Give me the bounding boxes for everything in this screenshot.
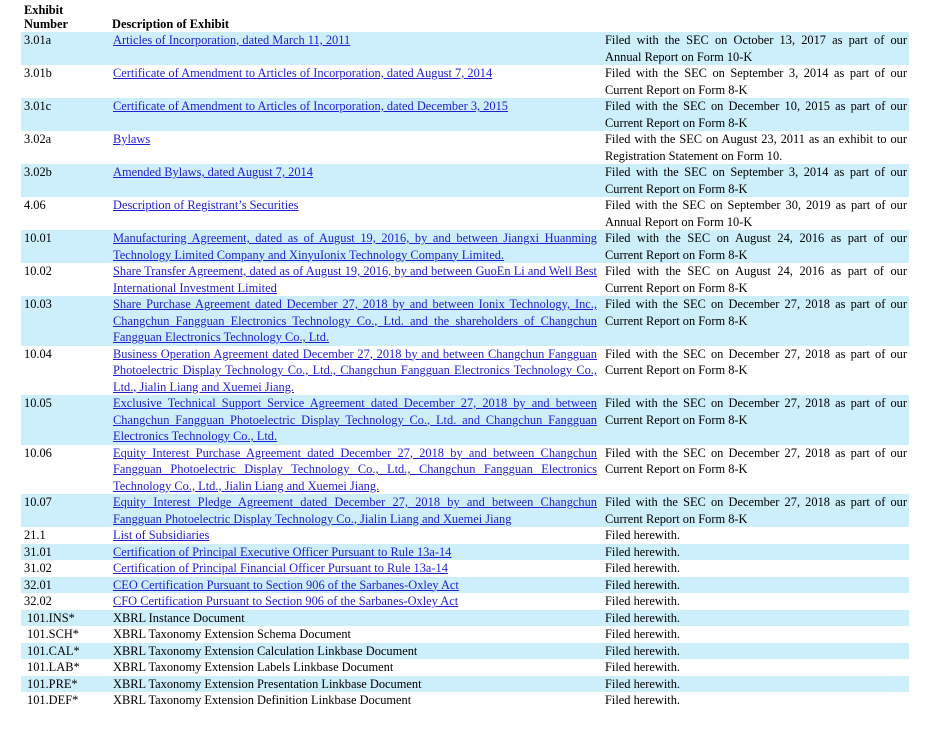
exhibit-description-link[interactable]: Business Operation Agreement dated December 27, 2018 by and between Changchun Fangguan Photoelectric Display Technology Co., Ltd., Changchun Fangguan Electronics Technology Co., Ltd., Jialin Liang and Xuemei Jiang.: [113, 346, 597, 394]
exhibit-description-text: XBRL Taxonomy Extension Presentation Linkbase Document: [113, 676, 422, 691]
header-exhibit-number-line1: Exhibit: [24, 3, 64, 17]
table-row: [21, 346, 909, 396]
exhibit-description-cell: [109, 65, 601, 98]
exhibit-description-link[interactable]: Bylaws: [113, 132, 151, 146]
exhibit-description-text: XBRL Taxonomy Extension Calculation Linkbase Document: [113, 643, 418, 658]
exhibit-description-link[interactable]: Certification of Principal Financial Officer Pursuant to Rule 13a-14: [113, 561, 448, 575]
exhibit-description-link[interactable]: CEO Certification Pursuant to Section 906 of the Sarbanes-Oxley Act: [113, 577, 459, 592]
exhibit-description-cell: [109, 692, 601, 709]
exhibit-description-link[interactable]: Certificate of Amendment to Articles of Incorporation, dated August 7, 2014: [113, 66, 493, 80]
exhibit-filing-info: Filed with the SEC on August 24, 2016 as part of our Current Report on Form 8-K: [601, 230, 909, 263]
exhibit-filing-info: Filed herewith.: [601, 676, 909, 693]
table-row: [21, 197, 909, 230]
exhibit-filing-info: Filed with the SEC on December 27, 2018 as part of our Current Report on Form 8-K: [605, 346, 907, 377]
exhibit-filing-info: Filed with the SEC on December 27, 2018 as part of our Current Report on Form 8-K: [601, 494, 909, 527]
exhibit-number: 101.CAL*: [21, 643, 109, 660]
exhibit-number: 3.02b: [21, 164, 109, 197]
exhibit-description-cell: [109, 131, 601, 164]
exhibit-description-cell: [109, 98, 601, 131]
exhibit-description-cell: [109, 676, 601, 693]
exhibit-filing-info: Filed with the SEC on September 3, 2014 as part of our Current Report on Form 8-K: [605, 66, 907, 97]
exhibit-filing-info: Filed herewith.: [605, 660, 681, 674]
table-row: [21, 560, 909, 577]
exhibit-number: 31.02: [24, 561, 52, 575]
exhibit-filing-info: Filed with the SEC on October 13, 2017 as part of our Annual Report on Form 10-K: [601, 32, 909, 65]
exhibit-number: 10.02: [24, 264, 52, 278]
exhibit-description-link[interactable]: CFO Certification Pursuant to Section 906 of the Sarbanes-Oxley Act: [113, 594, 459, 608]
table-row: [21, 445, 909, 495]
exhibit-description-cell: [109, 610, 601, 627]
table-row: [21, 610, 909, 627]
exhibit-number: 10.06: [24, 445, 52, 460]
exhibit-description-text: XBRL Taxonomy Extension Schema Document: [113, 627, 351, 641]
exhibit-number: 4.06: [24, 198, 46, 212]
exhibit-description-cell: [109, 263, 601, 296]
exhibit-filing-info: Filed herewith.: [605, 594, 681, 608]
exhibit-number: 32.01: [21, 577, 109, 594]
exhibit-number: 101.SCH*: [27, 627, 79, 641]
exhibit-filing-info: Filed with the SEC on December 27, 2018 as part of our Current Report on Form 8-K: [601, 395, 909, 445]
exhibit-filing-info: Filed herewith.: [601, 577, 909, 594]
exhibit-description-cell: [109, 560, 601, 577]
exhibit-description-cell: [109, 32, 601, 65]
exhibit-filing-info: Filed herewith.: [601, 643, 909, 660]
header-exhibit-number: [21, 3, 109, 32]
table-row: [21, 643, 909, 660]
exhibit-number: 10.01: [21, 230, 109, 263]
exhibit-description-link[interactable]: Equity Interest Pledge Agreement dated December 27, 2018 by and between Changchun Fangguan Photoelectric Display Technology Co., Jialin Liang and Xuemei Jiang: [113, 495, 597, 526]
table-row: [21, 395, 909, 445]
exhibit-number: 3.01c: [21, 98, 109, 131]
exhibit-number: 10.03: [21, 296, 109, 346]
exhibit-number: 21.1: [24, 528, 46, 542]
exhibit-number: 10.07: [21, 494, 109, 527]
exhibit-description-link[interactable]: Articles of Incorporation, dated March 11, 2011: [113, 33, 351, 47]
exhibit-filing-info: Filed with the SEC on September 3, 2014 as part of our Current Report on Form 8-K: [601, 164, 909, 197]
exhibit-description-cell: [109, 296, 601, 346]
exhibit-number: 101.DEF*: [27, 693, 79, 707]
table-row: [21, 230, 909, 263]
exhibit-description-cell: [109, 230, 601, 263]
header-filing: [601, 3, 909, 32]
exhibit-description-cell: [109, 544, 601, 561]
exhibit-filing-info: Filed with the SEC on December 27, 2018 as part of our Current Report on Form 8-K: [601, 296, 909, 346]
exhibit-description-link[interactable]: Exclusive Technical Support Service Agreement dated December 27, 2018 by and between Changchun Fangguan Photoelectric Display Technology Co., Ltd. and Changchun Fangguan Electronics Technology Co., Ltd.: [113, 396, 597, 443]
exhibit-description-link[interactable]: Manufacturing Agreement, dated as of August 19, 2016, by and between Jiangxi Huanming Technology Limited Company and XinyuIonix Technology Company Limited.: [113, 231, 597, 262]
exhibit-description-link[interactable]: Equity Interest Purchase Agreement dated December 27, 2018 by and between Changchun Fangguan Photoelectric Display Technology Co., Ltd., Changchun Fangguan Electronics Technology Co., Ltd., Jialin Liang and Xuemei Jiang.: [113, 445, 597, 493]
exhibit-description-text: XBRL Instance Document: [113, 610, 245, 625]
exhibit-filing-info: Filed herewith.: [605, 693, 681, 707]
exhibit-description-cell: [109, 164, 601, 197]
exhibit-filing-info: Filed herewith.: [605, 627, 681, 641]
table-header-row: [21, 3, 909, 32]
exhibit-description-link[interactable]: Share Transfer Agreement, dated as of August 19, 2016, by and between GuoEn Li and Well Best International Investment Limited: [113, 264, 597, 295]
exhibit-description-cell: [109, 527, 601, 544]
exhibit-description-cell: [109, 346, 601, 396]
exhibit-description-cell: [109, 494, 601, 527]
exhibit-number: 31.01: [21, 544, 109, 561]
exhibit-filing-info: Filed with the SEC on August 23, 2011 as an exhibit to our Registration Statement on Form 10.: [605, 132, 907, 163]
table-row: [21, 527, 909, 544]
exhibit-description-link[interactable]: List of Subsidiaries: [113, 528, 210, 542]
exhibit-description-cell: [109, 643, 601, 660]
table-row: [21, 131, 909, 164]
header-description: Description of Exhibit: [112, 17, 230, 31]
exhibit-description-link[interactable]: Share Purchase Agreement dated December 27, 2018 by and between Ionix Technology, Inc., Changchun Fangguan Electronics Technology Co., Ltd. and the shareholders of Changchun Fangguan Electronics Technology Co., Ltd.: [113, 297, 597, 344]
table-row: [21, 65, 909, 98]
exhibit-rows: [21, 32, 909, 709]
exhibit-filing-info: Filed herewith.: [605, 528, 681, 542]
table-row: [21, 593, 909, 610]
exhibit-number: 3.02a: [24, 132, 52, 146]
exhibit-filing-info: Filed with the SEC on August 24, 2016 as part of our Current Report on Form 8-K: [605, 264, 907, 295]
table-row: [21, 692, 909, 709]
table-row: [21, 676, 909, 693]
table-row: [21, 544, 909, 561]
header-exhibit-number-line2: Number: [24, 17, 69, 31]
exhibit-filing-info: Filed herewith.: [601, 610, 909, 627]
exhibit-number: 3.01b: [24, 66, 52, 80]
table-row: [21, 263, 909, 296]
table-row: [21, 296, 909, 346]
table-row: [21, 659, 909, 676]
exhibit-description-link[interactable]: Certificate of Amendment to Articles of Incorporation, dated December 3, 2015: [113, 99, 508, 113]
exhibit-table: [21, 3, 909, 709]
exhibit-description-cell: [109, 659, 601, 676]
exhibit-description-link[interactable]: Amended Bylaws, dated August 7, 2014: [113, 165, 313, 179]
table-row: [21, 577, 909, 594]
exhibit-description-cell: [109, 395, 601, 445]
table-row: [21, 98, 909, 131]
exhibit-number: 101.PRE*: [21, 676, 109, 693]
exhibit-description-cell: [109, 626, 601, 643]
exhibit-filing-info: Filed with the SEC on December 10, 2015 as part of our Current Report on Form 8-K: [601, 98, 909, 131]
exhibit-description-cell: [109, 593, 601, 610]
exhibit-filing-info: Filed herewith.: [601, 544, 909, 561]
exhibit-filing-info: Filed with the SEC on September 30, 2019 as part of our Annual Report on Form 10-K: [605, 198, 907, 229]
table-row: [21, 626, 909, 643]
exhibit-description-link[interactable]: Description of Registrant’s Securities: [113, 198, 299, 212]
exhibit-number: 101.LAB*: [27, 660, 80, 674]
exhibit-filing-info: Filed herewith.: [605, 561, 681, 575]
exhibit-number: 10.05: [21, 395, 109, 445]
exhibit-number: 10.04: [24, 346, 52, 361]
table-row: [21, 32, 909, 65]
exhibit-description-link[interactable]: Certification of Principal Executive Officer Pursuant to Rule 13a-14: [113, 544, 452, 559]
table-row: [21, 164, 909, 197]
exhibit-filing-info: Filed with the SEC on December 27, 2018 as part of our Current Report on Form 8-K: [605, 445, 907, 476]
exhibit-description-text: XBRL Taxonomy Extension Labels Linkbase Document: [113, 660, 394, 674]
table-row: [21, 494, 909, 527]
exhibit-description-cell: [109, 445, 601, 495]
exhibit-description-cell: [109, 197, 601, 230]
exhibit-number: 101.INS*: [21, 610, 109, 627]
exhibit-number: 32.02: [24, 594, 52, 608]
exhibit-description-cell: [109, 577, 601, 594]
exhibit-description-text: XBRL Taxonomy Extension Definition Linkbase Document: [113, 693, 412, 707]
exhibit-number: 3.01a: [21, 32, 109, 65]
